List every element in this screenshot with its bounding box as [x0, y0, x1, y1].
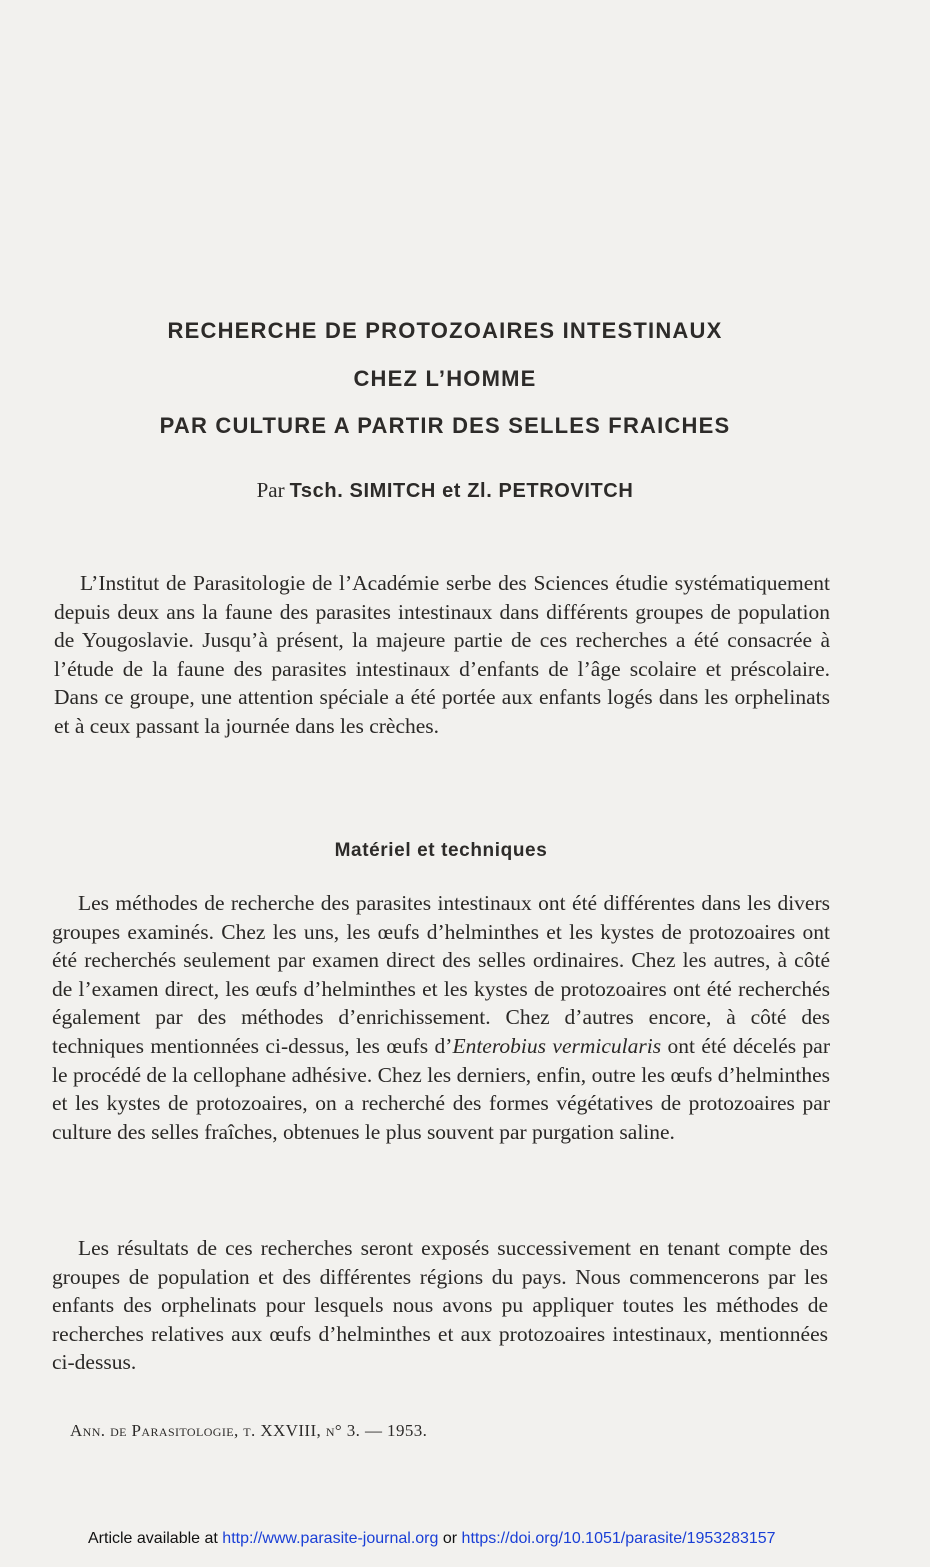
methods-paragraph	[52, 889, 830, 1146]
byline	[0, 478, 890, 503]
journal-link[interactable]: http://www.parasite-journal.org	[222, 1530, 439, 1547]
title-line-3: PAR CULTURE A PARTIR DES SELLES FRAICHES	[159, 413, 731, 438]
byline-prefix: Par	[256, 478, 285, 502]
section-heading: Matériel et techniques	[334, 840, 548, 861]
doi-link[interactable]: https://doi.org/10.1051/parasite/1953283157	[461, 1530, 776, 1547]
citation-year: 1953.	[387, 1421, 428, 1440]
results-paragraph: Les résultats de ces recherches seront exposés successivement en tenant compte des groupes de population et des différentes régions du pays. Nous commencerons par les enfants des orphelinats pour lesquels nous avons pu appliquer toutes les méthodes de recherches relatives aux œufs d’helminthes et aux protozoaires intestinaux, mentionnées ci-dessus.	[52, 1236, 828, 1375]
byline-authors: Tsch. SIMITCH et Zl. PETROVITCH	[289, 480, 634, 502]
footer-middle: or	[442, 1530, 458, 1547]
title-line-2: CHEZ L’HOMME	[353, 366, 537, 391]
intro-paragraph: L’Institut de Parasitologie de l’Académie serbe des Sciences étudie systématiquement depuis deux ans la faune des parasites intestinaux dans différents groupes de population de Yougoslavie. Jusqu’à présent, la majeure partie de ces recherches a été consacrée à l’étude de la faune des parasites intestinaux d’enfants de l’âge scolaire et préscolaire. Dans ce groupe, une attention spéciale a été portée aux enfants logés dans les orphelinats et à ceux passant la journée dans les crèches.	[54, 571, 830, 738]
methods-text-start: Les méthodes de recherche des parasites intestinaux ont été différentes dans les divers groupes examinés. Chez les uns, les œufs d’helminthes et les kystes de protozoaires ont été recherchés seulement par examen direct des selles ordinaires. Chez les autres, à côté de l’examen direct, les œufs d’helminthes et les kystes de protozoaires ont été recherchés également par des méthodes d’enrichissement. Chez d’autres encore, à côté des techniques mentionnées ci-dessus, les œufs d’	[52, 891, 830, 1058]
journal-citation	[70, 1421, 427, 1441]
availability-footer	[88, 1530, 776, 1548]
citation-journal: Ann. de Parasitologie,	[70, 1421, 239, 1440]
citation-volume: t. XXVIII,	[243, 1421, 322, 1440]
citation-issue: n° 3.	[325, 1421, 361, 1440]
methods-text-end: ont été décelés par le procédé de la cellophane adhésive. Chez les derniers, enfin, outre les œufs d’helminthes et les kystes de protozoaires, on a recherché des formes végétatives de protozoaires par culture des selles fraîches, obtenues le plus souvent par purgation saline.	[52, 1033, 830, 1144]
footer-prefix: Article available at	[88, 1530, 218, 1547]
title-line-1: RECHERCHE DE PROTOZOAIRES INTESTINAUX	[167, 318, 723, 343]
species-name: Enterobius vermicularis	[452, 1033, 662, 1058]
citation-separator: —	[364, 1421, 383, 1440]
